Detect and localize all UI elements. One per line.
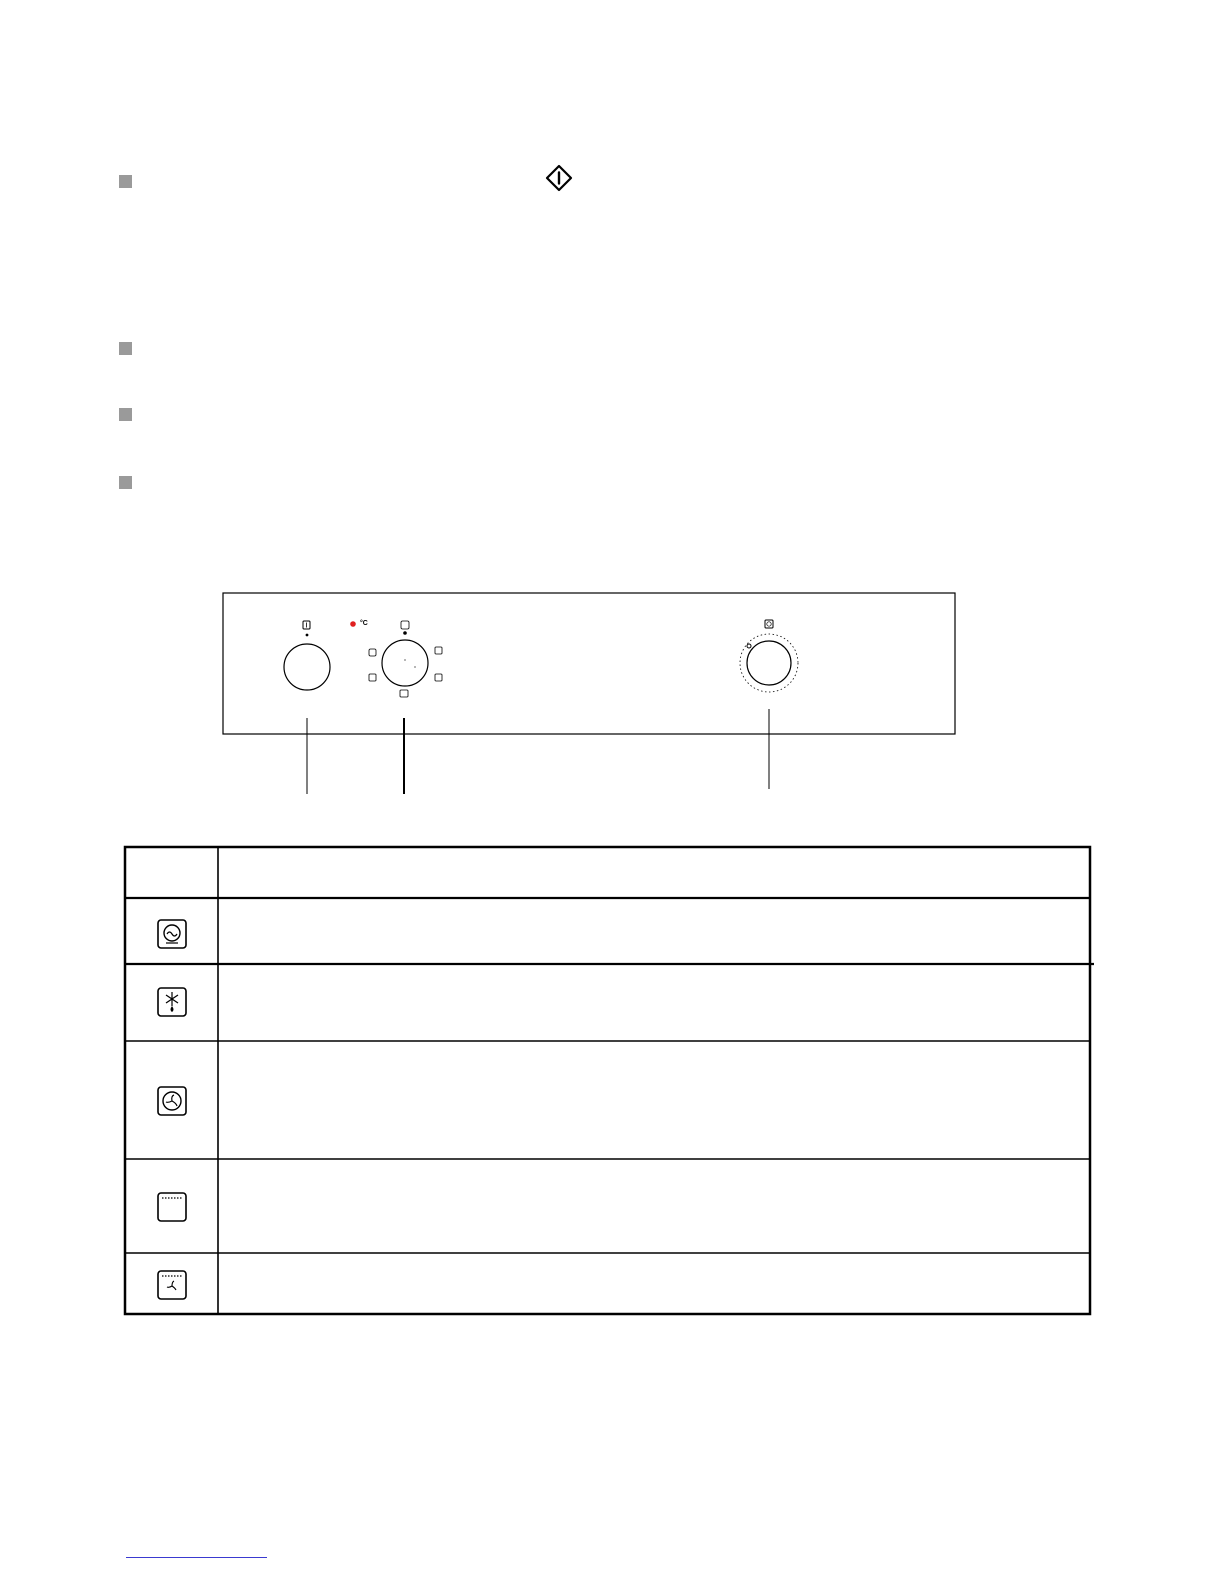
top-heater-fan-icon: [158, 1271, 186, 1299]
fan-heating-icon: [158, 1087, 186, 1115]
footer-link-underline: [126, 1557, 267, 1558]
temperature-unit-label: °C: [360, 620, 368, 627]
top-heater-icon: [158, 1193, 186, 1221]
oven-light-icon: [158, 920, 186, 948]
defrost-icon: [158, 988, 186, 1016]
